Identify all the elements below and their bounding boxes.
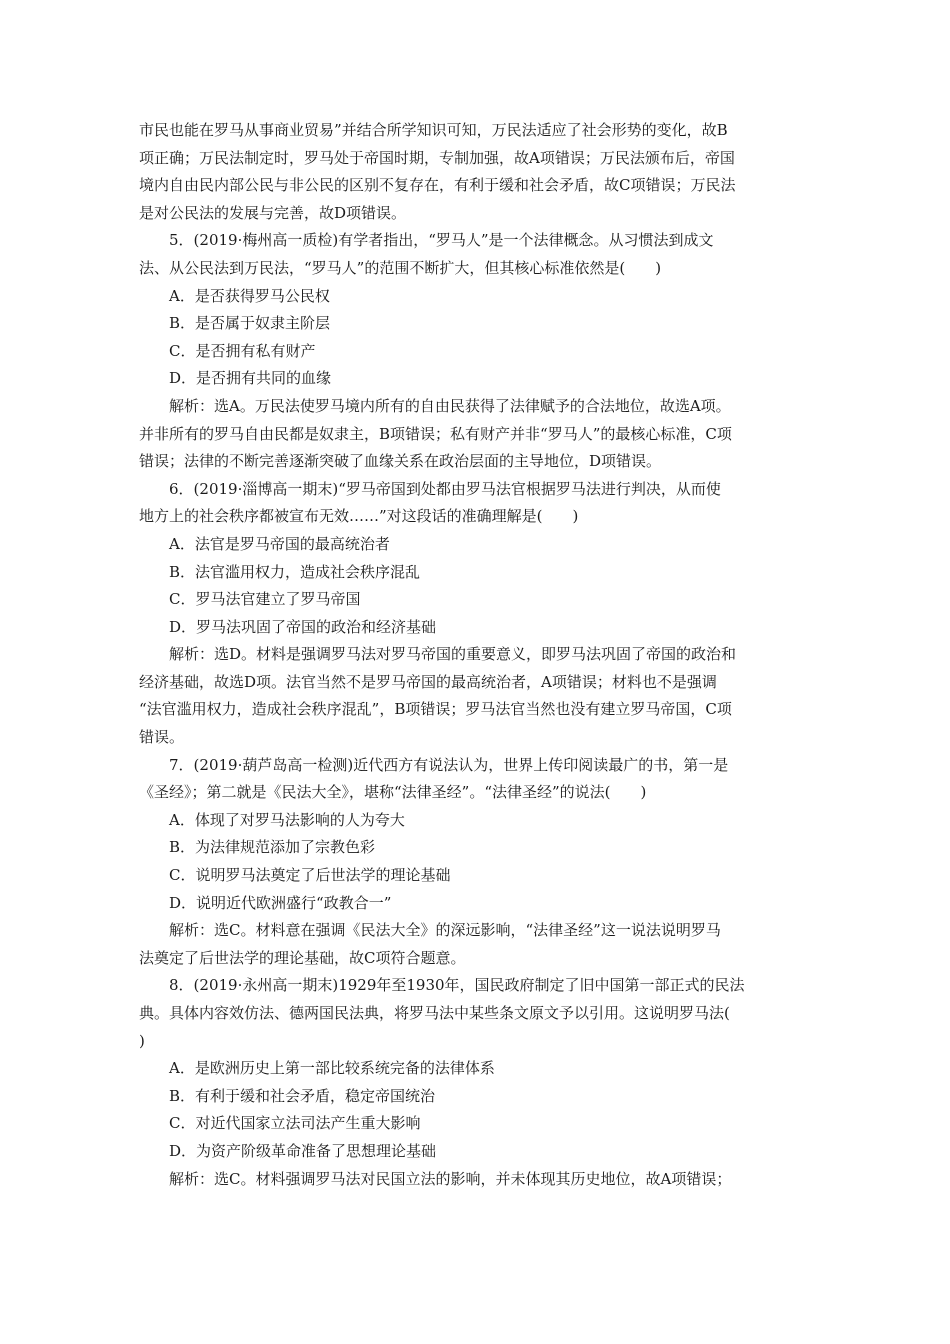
text-line: B．法官滥用权力，造成社会秩序混乱	[169, 562, 421, 581]
text-line: A．是否获得罗马公民权	[169, 286, 330, 305]
text-line: 境内自由民内部公民与非公民的区别不复存在，有利于缓和社会矛盾，故C项错误；万民法	[139, 176, 736, 195]
text-line: D．是否拥有共同的血缘	[169, 369, 332, 388]
text-line: D．说明近代欧洲盛行“政教合一”	[169, 893, 392, 912]
text-line: 8．(2019·永州高一期末)1929年至1930年，国民政府制定了旧中国第一部正式的民法	[169, 976, 745, 995]
text-line: 法、从公民法到万民法，“罗马人”的范围不断扩大，但其核心标准依然是( )	[139, 258, 662, 277]
text-line: D．罗马法巩固了帝国的政治和经济基础	[169, 617, 437, 636]
text-line: 项正确；万民法制定时，罗马处于帝国时期，专制加强，故A项错误；万民法颁布后，帝国	[139, 148, 735, 167]
text-line: 5．(2019·梅州高一质检)有学者指出，“罗马人”是一个法律概念。从习惯法到成文	[169, 231, 714, 250]
text-line: A．体现了对罗马法影响的人为夸大	[169, 810, 405, 829]
text-line: B．为法律规范添加了宗教色彩	[169, 838, 376, 857]
text-line: C．罗马法官建立了罗马帝国	[169, 590, 361, 609]
text-line: 《圣经》；第二就是《民法大全》，堪称“法律圣经”。“法律圣经”的说法( )	[139, 783, 647, 802]
text-line: 7．(2019·葫芦岛高一检测)近代西方有说法认为，世界上传印阅读最广的书，第一是	[169, 755, 729, 774]
text-line: C．说明罗马法奠定了后世法学的理论基础	[169, 866, 451, 885]
text-line: 地方上的社会秩序都被宣布无效……”对这段话的准确理解是( )	[139, 507, 579, 526]
text-line: A．法官是罗马帝国的最高统治者	[169, 534, 390, 553]
text-line: 是对公民法的发展与完善，故D项错误。	[139, 203, 407, 222]
text-line: 经济基础，故选D项。法官当然不是罗马帝国的最高统治者，A项错误；材料也不是强调	[139, 672, 717, 691]
text-line: B．是否属于奴隶主阶层	[169, 314, 331, 333]
text-line: D．为资产阶级革命准备了思想理论基础	[169, 1141, 437, 1160]
text-line: “法官滥用权力，造成社会秩序混乱”，B项错误；罗马法官当然也没有建立罗马帝国，C项	[139, 700, 732, 719]
text-line: C．是否拥有私有财产	[169, 341, 316, 360]
text-line: 解析：选D。材料是强调罗马法对罗马帝国的重要意义，即罗马法巩固了帝国的政治和	[169, 645, 737, 664]
text-line: 错误；法律的不断完善逐渐突破了血缘关系在政治层面的主导地位，D项错误。	[139, 452, 662, 471]
text-line: C．对近代国家立法司法产生重大影响	[169, 1114, 421, 1133]
text-line: 并非所有的罗马自由民都是奴隶主，B项错误；私有财产并非“罗马人”的最核心标准，C项	[139, 424, 732, 443]
text-line: 解析：选C。材料强调罗马法对民国立法的影响，并未体现其历史地位，故A项错误；	[169, 1169, 732, 1188]
text-line: 错误。	[139, 728, 185, 747]
text-line: 6．(2019·淄博高一期末)“罗马帝国到处都由罗马法官根据罗马法进行判决，从而使	[169, 479, 721, 498]
text-line: 解析：选C。材料意在强调《民法大全》的深远影响，“法律圣经”这一说法说明罗马	[169, 921, 721, 940]
text-line: A．是欧洲历史上第一部比较系统完备的法律体系	[169, 1059, 495, 1078]
text-line: 法奠定了后世法学的理论基础，故C项符合题意。	[139, 948, 466, 967]
text-line: )	[139, 1031, 145, 1050]
text-line: B．有利于缓和社会矛盾，稳定帝国统治	[169, 1086, 436, 1105]
text-line: 典。具体内容效仿法、德两国民法典，将罗马法中某些条文原文予以引用。这说明罗马法(	[139, 1004, 730, 1022]
text-line: 解析：选A。万民法使罗马境内所有的自由民获得了法律赋予的合法地位，故选A项。	[169, 396, 731, 415]
text-line: 市民也能在罗马从事商业贸易”并结合所学知识可知，万民法适应了社会形势的变化，故B	[139, 121, 728, 139]
